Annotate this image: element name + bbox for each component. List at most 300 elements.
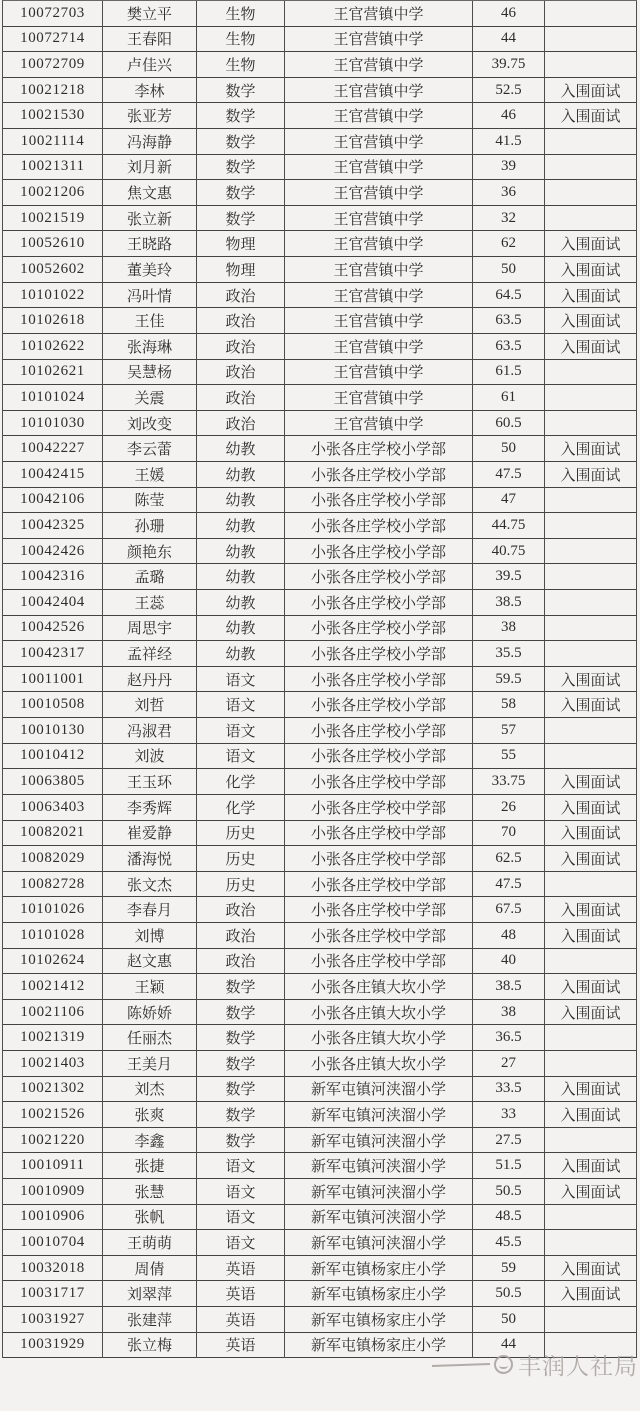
cell-score: 35.5 [473, 641, 545, 667]
cell-exam-id: 10010508 [3, 692, 103, 718]
cell-school: 新军屯镇杨家庄小学 [285, 1307, 473, 1333]
cell-subject: 政治 [197, 897, 285, 923]
cell-candidate-name: 张慧 [103, 1179, 197, 1205]
cell-interview-status: 入围面试 [545, 283, 637, 309]
cell-exam-id: 10042317 [3, 641, 103, 667]
cell-exam-id: 10031927 [3, 1307, 103, 1333]
cell-subject: 语文 [197, 718, 285, 744]
cell-candidate-name: 张帆 [103, 1205, 197, 1231]
cell-interview-status [545, 616, 637, 642]
cell-interview-status: 入围面试 [545, 1256, 637, 1282]
cell-exam-id: 10042106 [3, 488, 103, 514]
cell-score: 47.5 [473, 462, 545, 488]
cell-subject: 数学 [197, 1128, 285, 1154]
cell-exam-id: 10021106 [3, 1000, 103, 1026]
cell-exam-id: 10021206 [3, 180, 103, 206]
cell-subject: 数学 [197, 103, 285, 129]
cell-interview-status [545, 411, 637, 437]
cell-interview-status [545, 385, 637, 411]
cell-exam-id: 10021319 [3, 1025, 103, 1051]
cell-exam-id: 10101028 [3, 923, 103, 949]
cell-candidate-name: 王玉环 [103, 769, 197, 795]
cell-score: 45.5 [473, 1230, 545, 1256]
cell-school: 小张各庄学校小学部 [285, 513, 473, 539]
cell-interview-status [545, 1333, 637, 1359]
cell-candidate-name: 赵文惠 [103, 949, 197, 975]
cell-score: 40.75 [473, 539, 545, 565]
cell-candidate-name: 王晓路 [103, 231, 197, 257]
cell-score: 50.5 [473, 1179, 545, 1205]
cell-score: 36 [473, 180, 545, 206]
cell-interview-status: 入围面试 [545, 846, 637, 872]
cell-subject: 英语 [197, 1333, 285, 1359]
cell-exam-id: 10010704 [3, 1230, 103, 1256]
cell-school: 新军屯镇河浃溜小学 [285, 1153, 473, 1179]
cell-subject: 数学 [197, 1000, 285, 1026]
cell-exam-id: 10102622 [3, 334, 103, 360]
cell-subject: 政治 [197, 308, 285, 334]
cell-subject: 数学 [197, 155, 285, 181]
cell-subject: 数学 [197, 1102, 285, 1128]
cell-interview-status: 入围面试 [545, 1102, 637, 1128]
cell-school: 新军屯镇河浃溜小学 [285, 1128, 473, 1154]
cell-candidate-name: 冯叶情 [103, 283, 197, 309]
cell-subject: 幼教 [197, 436, 285, 462]
cell-interview-status [545, 1205, 637, 1231]
cell-candidate-name: 刘改变 [103, 411, 197, 437]
cell-candidate-name: 樊立平 [103, 1, 197, 27]
cell-score: 33.5 [473, 1077, 545, 1103]
cell-interview-status: 入围面试 [545, 103, 637, 129]
cell-subject: 生物 [197, 52, 285, 78]
cell-exam-id: 10042316 [3, 564, 103, 590]
cell-school: 小张各庄学校中学部 [285, 923, 473, 949]
cell-subject: 数学 [197, 974, 285, 1000]
cell-score: 46 [473, 103, 545, 129]
cell-interview-status [545, 1230, 637, 1256]
cell-school: 小张各庄镇大坎小学 [285, 974, 473, 1000]
cell-candidate-name: 关震 [103, 385, 197, 411]
cell-school: 王官营镇中学 [285, 52, 473, 78]
cell-interview-status: 入围面试 [545, 1153, 637, 1179]
cell-candidate-name: 刘哲 [103, 692, 197, 718]
cell-subject: 语文 [197, 1230, 285, 1256]
cell-subject: 政治 [197, 334, 285, 360]
cell-candidate-name: 周思宇 [103, 616, 197, 642]
cell-score: 33.75 [473, 769, 545, 795]
cell-subject: 政治 [197, 360, 285, 386]
cell-candidate-name: 任丽杰 [103, 1025, 197, 1051]
cell-score: 57 [473, 718, 545, 744]
cell-subject: 生物 [197, 27, 285, 53]
cell-school: 王官营镇中学 [285, 411, 473, 437]
cell-score: 47.5 [473, 872, 545, 898]
watermark-text: 丰润人社局 [518, 1354, 638, 1379]
cell-interview-status: 入围面试 [545, 308, 637, 334]
cell-school: 王官营镇中学 [285, 231, 473, 257]
cell-school: 王官营镇中学 [285, 78, 473, 104]
cell-score: 44.75 [473, 513, 545, 539]
cell-school: 小张各庄学校中学部 [285, 821, 473, 847]
cell-candidate-name: 张立新 [103, 206, 197, 232]
cell-candidate-name: 刘杰 [103, 1077, 197, 1103]
cell-school: 王官营镇中学 [285, 1, 473, 27]
cell-exam-id: 10021311 [3, 155, 103, 181]
cell-subject: 化学 [197, 769, 285, 795]
cell-school: 王官营镇中学 [285, 155, 473, 181]
cell-score: 62.5 [473, 846, 545, 872]
cell-school: 小张各庄学校小学部 [285, 667, 473, 693]
cell-subject: 物理 [197, 231, 285, 257]
cell-exam-id: 10101026 [3, 897, 103, 923]
cell-candidate-name: 李林 [103, 78, 197, 104]
cell-school: 小张各庄学校小学部 [285, 462, 473, 488]
cell-exam-id: 10021412 [3, 974, 103, 1000]
cell-exam-id: 10101022 [3, 283, 103, 309]
cell-score: 52.5 [473, 78, 545, 104]
cell-score: 62 [473, 231, 545, 257]
cell-interview-status [545, 206, 637, 232]
cell-exam-id: 10021220 [3, 1128, 103, 1154]
cell-candidate-name: 王春阳 [103, 27, 197, 53]
cell-interview-status: 入围面试 [545, 821, 637, 847]
cell-interview-status [545, 744, 637, 770]
cell-school: 新军屯镇河浃溜小学 [285, 1230, 473, 1256]
cell-candidate-name: 李春月 [103, 897, 197, 923]
cell-candidate-name: 孙珊 [103, 513, 197, 539]
cell-interview-status: 入围面试 [545, 462, 637, 488]
cell-candidate-name: 张文杰 [103, 872, 197, 898]
cell-candidate-name: 刘月新 [103, 155, 197, 181]
cell-school: 小张各庄学校中学部 [285, 949, 473, 975]
cell-exam-id: 10101024 [3, 385, 103, 411]
cell-interview-status [545, 564, 637, 590]
cell-exam-id: 10021403 [3, 1051, 103, 1077]
cell-candidate-name: 冯淑君 [103, 718, 197, 744]
cell-score: 40 [473, 949, 545, 975]
cell-subject: 幼教 [197, 641, 285, 667]
cell-school: 王官营镇中学 [285, 283, 473, 309]
cell-subject: 数学 [197, 1051, 285, 1077]
cell-school: 王官营镇中学 [285, 334, 473, 360]
cell-exam-id: 10042325 [3, 513, 103, 539]
cell-candidate-name: 张建萍 [103, 1307, 197, 1333]
cell-subject: 历史 [197, 821, 285, 847]
cell-candidate-name: 李云蕾 [103, 436, 197, 462]
cell-score: 47 [473, 488, 545, 514]
cell-interview-status [545, 590, 637, 616]
cell-subject: 数学 [197, 1025, 285, 1051]
cell-interview-status: 入围面试 [545, 334, 637, 360]
cell-candidate-name: 张海琳 [103, 334, 197, 360]
cell-candidate-name: 王颖 [103, 974, 197, 1000]
cell-score: 59 [473, 1256, 545, 1282]
cell-exam-id: 10082021 [3, 821, 103, 847]
cell-candidate-name: 李鑫 [103, 1128, 197, 1154]
cell-interview-status: 入围面试 [545, 257, 637, 283]
cell-exam-id: 10063805 [3, 769, 103, 795]
cell-school: 王官营镇中学 [285, 103, 473, 129]
cell-interview-status [545, 1051, 637, 1077]
cell-interview-status [545, 872, 637, 898]
cell-subject: 幼教 [197, 590, 285, 616]
cell-score: 64.5 [473, 283, 545, 309]
cell-school: 王官营镇中学 [285, 206, 473, 232]
cell-exam-id: 10072714 [3, 27, 103, 53]
cell-exam-id: 10021530 [3, 103, 103, 129]
cell-score: 51.5 [473, 1153, 545, 1179]
cell-school: 小张各庄学校小学部 [285, 641, 473, 667]
cell-exam-id: 10052602 [3, 257, 103, 283]
cell-interview-status [545, 129, 637, 155]
cell-subject: 幼教 [197, 564, 285, 590]
cell-candidate-name: 张捷 [103, 1153, 197, 1179]
cell-score: 63.5 [473, 334, 545, 360]
cell-exam-id: 10021519 [3, 206, 103, 232]
cell-score: 59.5 [473, 667, 545, 693]
cell-interview-status [545, 641, 637, 667]
cell-score: 61 [473, 385, 545, 411]
cell-score: 39 [473, 155, 545, 181]
cell-interview-status: 入围面试 [545, 1281, 637, 1307]
cell-exam-id: 10082728 [3, 872, 103, 898]
cell-score: 48 [473, 923, 545, 949]
cell-score: 48.5 [473, 1205, 545, 1231]
cell-school: 小张各庄学校小学部 [285, 564, 473, 590]
cell-school: 小张各庄镇大坎小学 [285, 1000, 473, 1026]
cell-subject: 幼教 [197, 462, 285, 488]
cell-exam-id: 10101030 [3, 411, 103, 437]
cell-interview-status: 入围面试 [545, 231, 637, 257]
cell-score: 60.5 [473, 411, 545, 437]
cell-score: 63.5 [473, 308, 545, 334]
cell-score: 32 [473, 206, 545, 232]
cell-candidate-name: 卢佳兴 [103, 52, 197, 78]
cell-candidate-name: 王萌萌 [103, 1230, 197, 1256]
cell-school: 小张各庄镇大坎小学 [285, 1025, 473, 1051]
cell-subject: 政治 [197, 949, 285, 975]
cell-exam-id: 10031929 [3, 1333, 103, 1359]
cell-school: 小张各庄学校中学部 [285, 897, 473, 923]
cell-exam-id: 10021526 [3, 1102, 103, 1128]
cell-subject: 数学 [197, 129, 285, 155]
cell-interview-status [545, 52, 637, 78]
cell-exam-id: 10042227 [3, 436, 103, 462]
cell-interview-status [545, 1128, 637, 1154]
cell-score: 67.5 [473, 897, 545, 923]
cell-school: 新军屯镇杨家庄小学 [285, 1281, 473, 1307]
cell-school: 新军屯镇河浃溜小学 [285, 1102, 473, 1128]
cell-subject: 语文 [197, 1153, 285, 1179]
cell-interview-status [545, 718, 637, 744]
cell-subject: 幼教 [197, 539, 285, 565]
cell-subject: 化学 [197, 795, 285, 821]
cell-subject: 政治 [197, 385, 285, 411]
cell-exam-id: 10072709 [3, 52, 103, 78]
cell-score: 70 [473, 821, 545, 847]
cell-interview-status [545, 1307, 637, 1333]
cell-subject: 政治 [197, 411, 285, 437]
cell-interview-status [545, 27, 637, 53]
cell-interview-status [545, 155, 637, 181]
cell-score: 38 [473, 1000, 545, 1026]
cell-candidate-name: 焦文惠 [103, 180, 197, 206]
cell-candidate-name: 孟璐 [103, 564, 197, 590]
cell-candidate-name: 刘翠萍 [103, 1281, 197, 1307]
cell-candidate-name: 潘海悦 [103, 846, 197, 872]
cell-subject: 物理 [197, 257, 285, 283]
cell-subject: 生物 [197, 1, 285, 27]
cell-candidate-name: 赵丹丹 [103, 667, 197, 693]
cell-candidate-name: 颜艳东 [103, 539, 197, 565]
cell-subject: 语文 [197, 667, 285, 693]
cell-candidate-name: 崔爱静 [103, 821, 197, 847]
cell-candidate-name: 张亚芳 [103, 103, 197, 129]
cell-subject: 历史 [197, 846, 285, 872]
cell-interview-status: 入围面试 [545, 667, 637, 693]
cell-score: 26 [473, 795, 545, 821]
cell-subject: 数学 [197, 206, 285, 232]
cell-interview-status: 入围面试 [545, 1000, 637, 1026]
cell-score: 41.5 [473, 129, 545, 155]
cell-school: 新军屯镇河浃溜小学 [285, 1179, 473, 1205]
cell-candidate-name: 孟祥经 [103, 641, 197, 667]
cell-school: 小张各庄镇大坎小学 [285, 1051, 473, 1077]
cell-score: 27.5 [473, 1128, 545, 1154]
cell-subject: 政治 [197, 283, 285, 309]
cell-score: 44 [473, 1333, 545, 1359]
cell-interview-status: 入围面试 [545, 923, 637, 949]
cell-school: 王官营镇中学 [285, 180, 473, 206]
cell-interview-status: 入围面试 [545, 897, 637, 923]
cell-exam-id: 10042415 [3, 462, 103, 488]
cell-exam-id: 10021302 [3, 1077, 103, 1103]
cell-subject: 历史 [197, 872, 285, 898]
cell-score: 36.5 [473, 1025, 545, 1051]
cell-candidate-name: 张立梅 [103, 1333, 197, 1359]
cell-subject: 政治 [197, 923, 285, 949]
cell-interview-status: 入围面试 [545, 974, 637, 1000]
cell-school: 新军屯镇河浃溜小学 [285, 1205, 473, 1231]
cell-candidate-name: 刘波 [103, 744, 197, 770]
cell-interview-status [545, 180, 637, 206]
cell-exam-id: 10010909 [3, 1179, 103, 1205]
cell-school: 小张各庄学校小学部 [285, 692, 473, 718]
cell-interview-status: 入围面试 [545, 795, 637, 821]
cell-school: 王官营镇中学 [285, 129, 473, 155]
cell-school: 小张各庄学校小学部 [285, 436, 473, 462]
cell-candidate-name: 冯海静 [103, 129, 197, 155]
cell-subject: 语文 [197, 1205, 285, 1231]
cell-score: 38.5 [473, 974, 545, 1000]
cell-interview-status [545, 513, 637, 539]
cell-score: 55 [473, 744, 545, 770]
results-table [2, 0, 637, 1358]
cell-interview-status [545, 1025, 637, 1051]
cell-candidate-name: 陈娇娇 [103, 1000, 197, 1026]
cell-score: 38.5 [473, 590, 545, 616]
cell-candidate-name: 吴慧杨 [103, 360, 197, 386]
cell-exam-id: 10010130 [3, 718, 103, 744]
cell-school: 小张各庄学校中学部 [285, 795, 473, 821]
cell-exam-id: 10042426 [3, 539, 103, 565]
cell-score: 27 [473, 1051, 545, 1077]
cell-school: 新军屯镇杨家庄小学 [285, 1256, 473, 1282]
cell-exam-id: 10031717 [3, 1281, 103, 1307]
cell-subject: 语文 [197, 692, 285, 718]
cell-subject: 英语 [197, 1281, 285, 1307]
cell-exam-id: 10032018 [3, 1256, 103, 1282]
cell-interview-status [545, 949, 637, 975]
cell-school: 王官营镇中学 [285, 360, 473, 386]
cell-interview-status: 入围面试 [545, 692, 637, 718]
cell-school: 小张各庄学校小学部 [285, 488, 473, 514]
cell-exam-id: 10010412 [3, 744, 103, 770]
cell-school: 小张各庄学校小学部 [285, 718, 473, 744]
cell-subject: 语文 [197, 744, 285, 770]
cell-exam-id: 10102624 [3, 949, 103, 975]
cell-interview-status [545, 539, 637, 565]
cell-exam-id: 10102621 [3, 360, 103, 386]
cell-candidate-name: 李秀辉 [103, 795, 197, 821]
cell-school: 王官营镇中学 [285, 385, 473, 411]
cell-subject: 数学 [197, 78, 285, 104]
cell-score: 61.5 [473, 360, 545, 386]
cell-school: 小张各庄学校小学部 [285, 590, 473, 616]
cell-candidate-name: 王媛 [103, 462, 197, 488]
cell-exam-id: 10052610 [3, 231, 103, 257]
cell-school: 新军屯镇杨家庄小学 [285, 1333, 473, 1359]
cell-subject: 数学 [197, 180, 285, 206]
cell-score: 50 [473, 257, 545, 283]
cell-score: 39.75 [473, 52, 545, 78]
cell-exam-id: 10063403 [3, 795, 103, 821]
cell-school: 王官营镇中学 [285, 27, 473, 53]
cell-school: 王官营镇中学 [285, 257, 473, 283]
cell-score: 39.5 [473, 564, 545, 590]
cell-exam-id: 10021114 [3, 129, 103, 155]
cell-candidate-name: 董美玲 [103, 257, 197, 283]
watermark-dash [432, 1362, 490, 1366]
cell-exam-id: 10082029 [3, 846, 103, 872]
cell-interview-status [545, 488, 637, 514]
cell-subject: 幼教 [197, 488, 285, 514]
cell-subject: 英语 [197, 1256, 285, 1282]
cell-exam-id: 10010911 [3, 1153, 103, 1179]
cell-exam-id: 10010906 [3, 1205, 103, 1231]
cell-candidate-name: 王佳 [103, 308, 197, 334]
cell-subject: 幼教 [197, 616, 285, 642]
cell-exam-id: 10072703 [3, 1, 103, 27]
cell-interview-status: 入围面试 [545, 78, 637, 104]
cell-score: 33 [473, 1102, 545, 1128]
cell-school: 小张各庄学校小学部 [285, 539, 473, 565]
cell-subject: 数学 [197, 1077, 285, 1103]
cell-interview-status: 入围面试 [545, 1077, 637, 1103]
cell-interview-status [545, 1, 637, 27]
cell-interview-status [545, 360, 637, 386]
cell-school: 小张各庄学校小学部 [285, 616, 473, 642]
cell-score: 50.5 [473, 1281, 545, 1307]
cell-exam-id: 10042404 [3, 590, 103, 616]
cell-school: 小张各庄学校中学部 [285, 872, 473, 898]
cell-exam-id: 10102618 [3, 308, 103, 334]
cell-candidate-name: 王蕊 [103, 590, 197, 616]
cell-candidate-name: 张爽 [103, 1102, 197, 1128]
cell-candidate-name: 刘博 [103, 923, 197, 949]
cell-interview-status: 入围面试 [545, 436, 637, 462]
cell-subject: 语文 [197, 1179, 285, 1205]
